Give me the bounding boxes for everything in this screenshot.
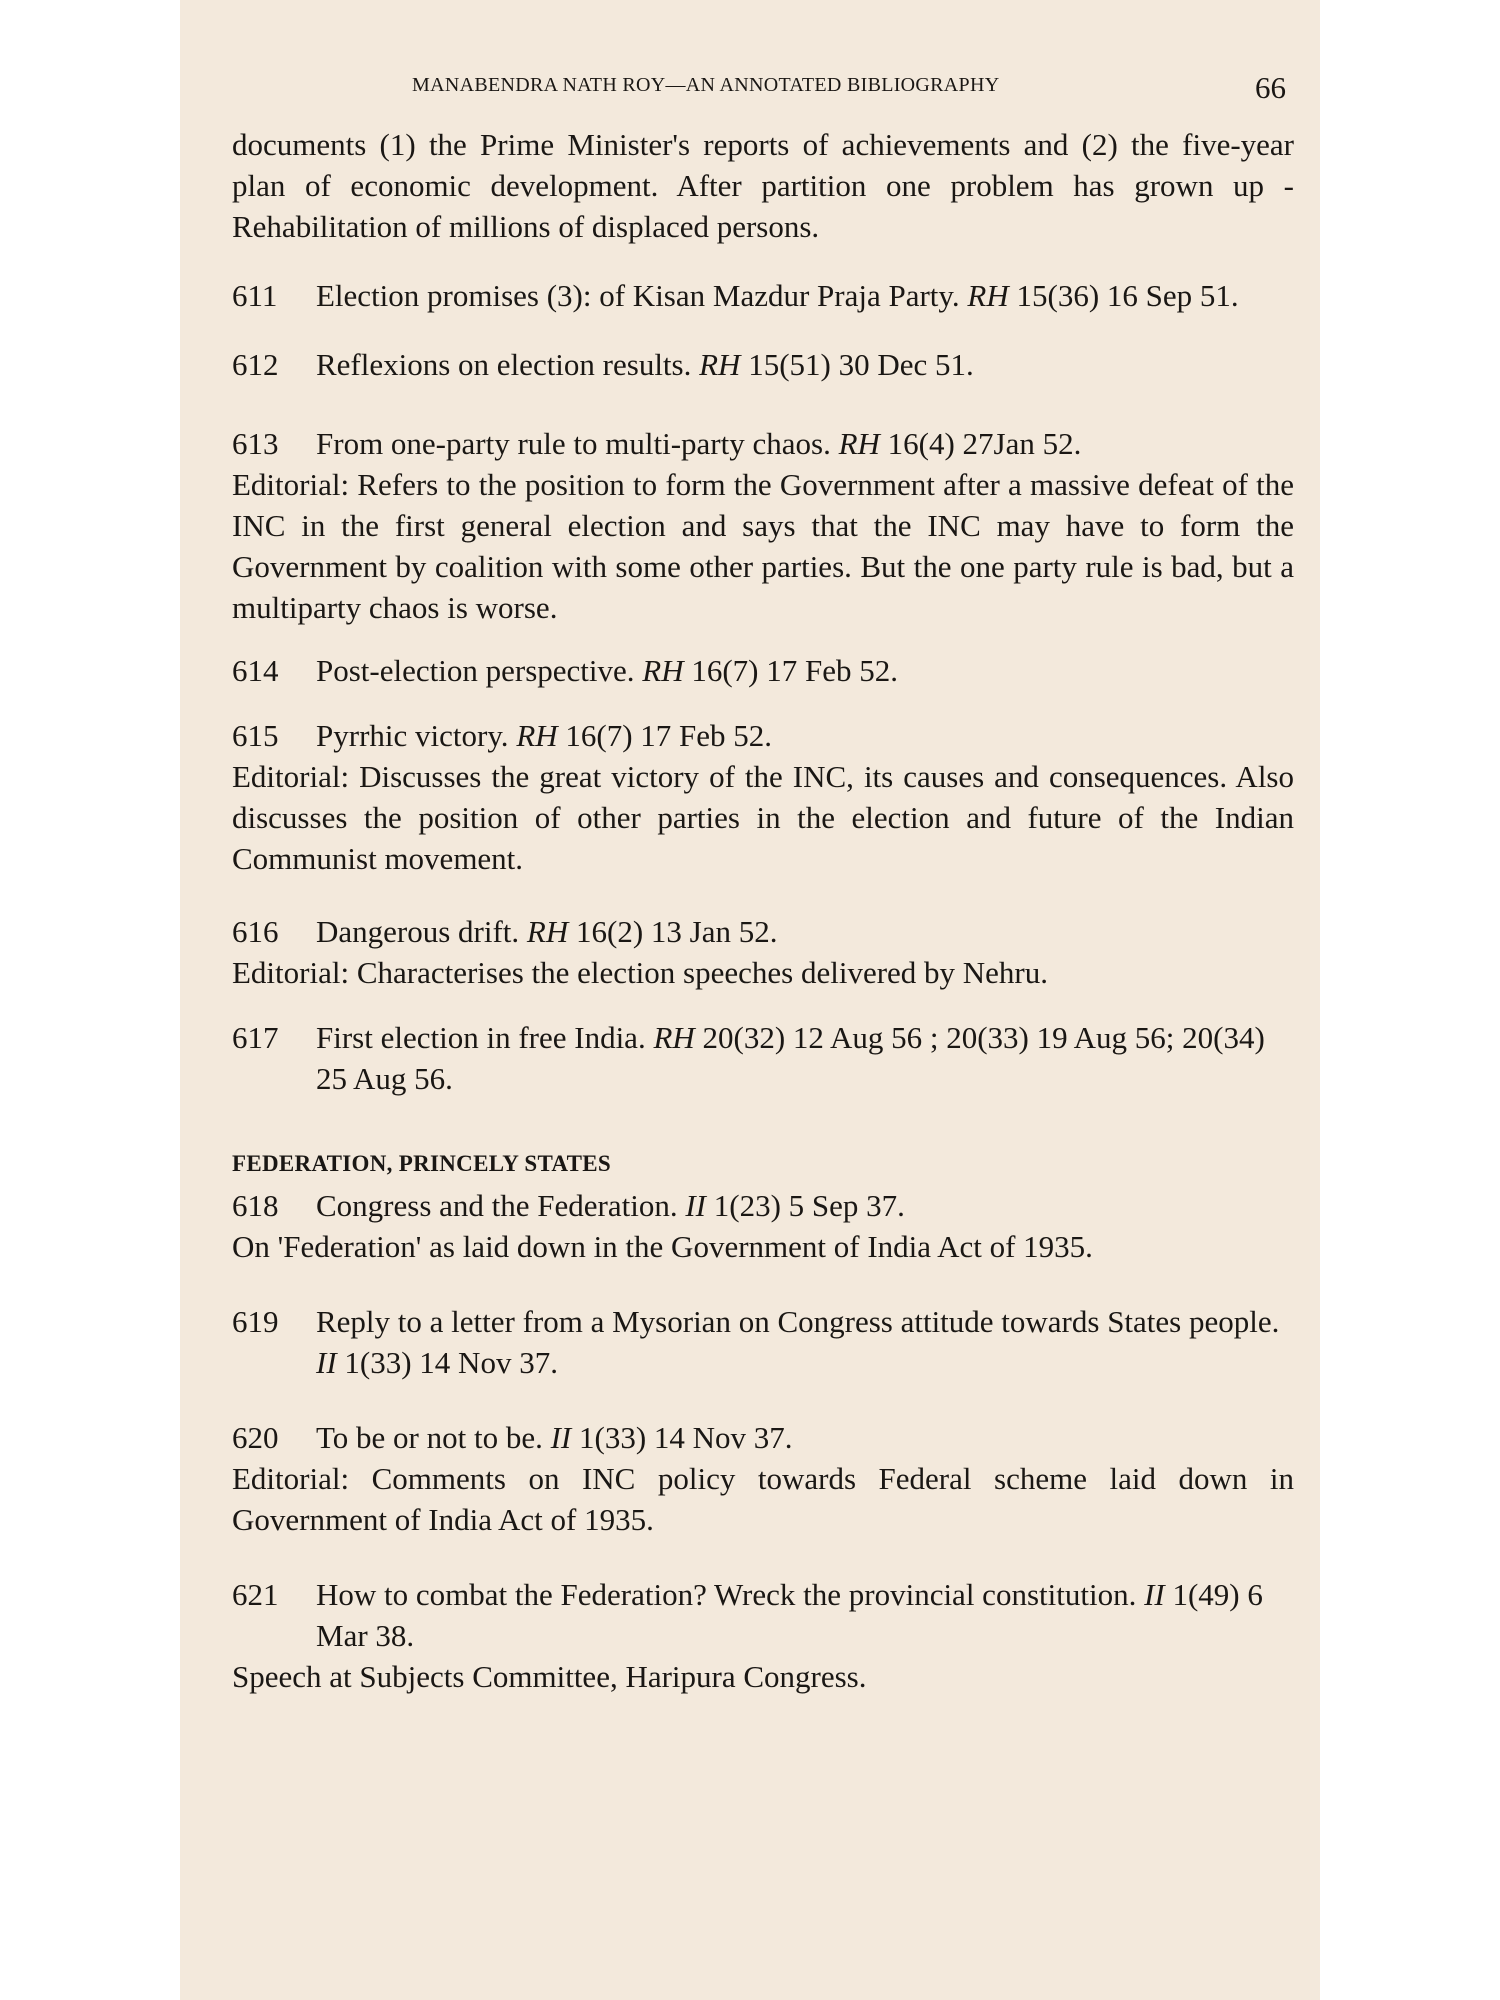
entry-title: Election promises (3): of Kisan Mazdur Praja Party. xyxy=(316,278,960,313)
entry-reference: 16(7) 17 Feb 52. xyxy=(565,718,773,753)
entry-reference: 1(23) 5 Sep 37. xyxy=(713,1188,905,1223)
entry-source: II xyxy=(550,1420,572,1455)
entry-heading xyxy=(232,1417,1294,1458)
entry-reference: 16(7) 17 Feb 52. xyxy=(691,653,898,688)
entry-heading xyxy=(232,423,1294,464)
bibliography-entry xyxy=(232,650,1294,691)
entry-source: RH xyxy=(699,347,741,382)
entry-source: II xyxy=(1144,1577,1165,1612)
entry-title: Dangerous drift. xyxy=(316,914,520,949)
entry-title: Reflexions on election results. xyxy=(316,347,692,382)
running-title: MANABENDRA NATH ROY—AN ANNOTATED BIBLIOGRAPHY xyxy=(412,74,1000,96)
entry-source: RH xyxy=(516,718,558,753)
entry-source: RH xyxy=(526,914,569,949)
entry-citation xyxy=(316,275,1294,316)
entry-list-elections xyxy=(232,275,1294,1099)
entry-number: 612 xyxy=(232,347,279,382)
bibliography-entry xyxy=(232,275,1294,316)
entry-source: RH xyxy=(967,278,1009,313)
entry-heading xyxy=(232,715,1294,756)
entry-reference: 1(33) 14 Nov 37. xyxy=(344,1345,558,1380)
entry-citation xyxy=(316,715,1294,756)
entry-list-federation xyxy=(232,1185,1294,1697)
entry-reference: 1(33) 14 Nov 37. xyxy=(579,1420,793,1455)
entry-title: To be or not to be. xyxy=(316,1420,543,1455)
entry-title: First election in free India. xyxy=(316,1020,646,1055)
entry-citation xyxy=(316,1574,1294,1656)
entry-citation xyxy=(316,650,1294,691)
continuation-text: documents (1) the Prime Minister's reports of achievements and (2) the five-year plan of economic development. After partition one problem has grown up -Rehabilitation of millions of displaced persons. xyxy=(232,127,1294,244)
entry-citation xyxy=(316,344,1294,385)
entry-heading xyxy=(232,1301,1294,1383)
page-body xyxy=(232,124,1294,1697)
entry-title: Reply to a letter from a Mysorian on Congress attitude towards States people. xyxy=(316,1304,1280,1339)
entry-number: 614 xyxy=(232,653,279,688)
entry-heading xyxy=(232,650,1294,691)
entry-heading xyxy=(232,911,1294,952)
entry-number: 621 xyxy=(232,1577,279,1612)
entry-source: RH xyxy=(642,653,684,688)
entry-citation xyxy=(316,423,1294,464)
bibliography-entry xyxy=(232,1017,1294,1099)
entry-number: 620 xyxy=(232,1420,279,1455)
entry-reference: 16(4) 27Jan 52. xyxy=(887,426,1082,461)
entry-heading xyxy=(232,1185,1294,1226)
bibliography-entry xyxy=(232,1574,1294,1697)
entry-annotation: Editorial: Refers to the position to form the Government after a massive defeat of the INC in the first general election and says that the INC may have to form the Government by coalition with some other parties. But the one party rule is bad, but a multiparty chaos is worse. xyxy=(232,467,1294,625)
entry-title: Congress and the Federation. xyxy=(316,1188,678,1223)
entry-number: 611 xyxy=(232,278,278,313)
entry-reference: 15(51) 30 Dec 51. xyxy=(748,347,974,382)
entry-heading xyxy=(232,275,1294,316)
entry-number: 616 xyxy=(232,914,279,949)
entry-source: II xyxy=(316,1345,337,1380)
bibliography-entry xyxy=(232,344,1294,385)
entry-citation xyxy=(316,1301,1294,1383)
entry-title: Post-election perspective. xyxy=(316,653,635,688)
entry-number: 618 xyxy=(232,1188,279,1223)
entry-number: 619 xyxy=(232,1304,279,1339)
page-number: 66 xyxy=(1255,70,1286,105)
entry-citation xyxy=(316,1185,1294,1226)
entry-annotation: Editorial: Comments on INC policy towards Federal scheme laid down in Government of India Act of 1935. xyxy=(232,1461,1294,1537)
entry-number: 615 xyxy=(232,718,279,753)
entry-heading xyxy=(232,1574,1294,1656)
entry-title: Pyrrhic victory. xyxy=(316,718,509,753)
entry-citation xyxy=(316,1017,1294,1099)
bibliography-entry xyxy=(232,911,1294,993)
bibliography-entry xyxy=(232,1417,1294,1540)
entry-reference: 16(2) 13 Jan 52. xyxy=(576,914,778,949)
entry-number: 617 xyxy=(232,1020,279,1055)
entry-annotation: Speech at Subjects Committee, Haripura Congress. xyxy=(232,1659,867,1694)
book-page xyxy=(180,0,1320,2000)
entry-title: How to combat the Federation? Wreck the provincial constitution. xyxy=(316,1577,1137,1612)
entry-annotation: Editorial: Characterises the election speeches delivered by Nehru. xyxy=(232,955,1049,990)
entry-number: 613 xyxy=(232,426,279,461)
entry-source: RH xyxy=(653,1020,695,1055)
entry-reference: 15(36) 16 Sep 51. xyxy=(1016,278,1239,313)
entry-citation xyxy=(316,1417,1294,1458)
entry-annotation: On 'Federation' as laid down in the Government of India Act of 1935. xyxy=(232,1229,1093,1264)
bibliography-entry xyxy=(232,1185,1294,1267)
bibliography-entry xyxy=(232,715,1294,879)
entry-reference: 1(49) 6 Mar 38. xyxy=(316,1577,1263,1653)
entry-heading xyxy=(232,344,1294,385)
bibliography-entry xyxy=(232,1301,1294,1383)
entry-reference: 20(32) 12 Aug 56 ; 20(33) 19 Aug 56; 20(34) 25 Aug 56. xyxy=(316,1020,1265,1096)
entry-annotation: Editorial: Discusses the great victory of the INC, its causes and consequences. Also discusses the position of other parties in the election and future of the Indian Communist movement. xyxy=(232,759,1294,876)
bibliography-entry xyxy=(232,423,1294,628)
entry-source: RH xyxy=(838,426,880,461)
entry-citation xyxy=(316,911,1294,952)
entry-heading xyxy=(232,1017,1294,1099)
section-heading: FEDERATION, PRINCELY STATES xyxy=(232,1151,611,1176)
entry-source: II xyxy=(685,1188,706,1223)
entry-title: From one-party rule to multi-party chaos. xyxy=(316,426,831,461)
